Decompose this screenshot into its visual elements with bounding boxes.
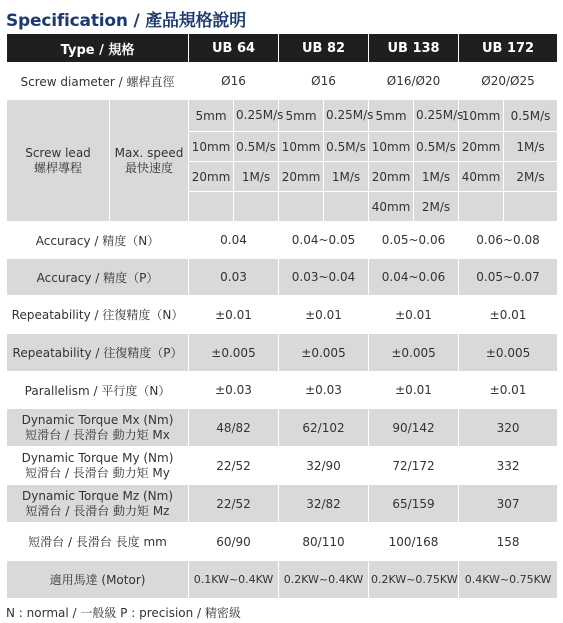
table-cell: 0.04: [189, 222, 279, 259]
table-cell: ±0.03: [279, 372, 369, 409]
speed-cell: 1M/s: [504, 132, 558, 162]
lead-cell: 20mm: [369, 162, 414, 192]
speed-cell: 0.5M/s: [234, 132, 279, 162]
lead-cell: 20mm: [279, 162, 324, 192]
table-cell: Ø20/Ø25: [459, 63, 558, 100]
lead-cell: 10mm: [459, 100, 504, 132]
screw-lead-label-en: Screw lead: [25, 145, 91, 160]
table-cell: 0.2KW~0.75KW: [369, 561, 459, 599]
speed-cell: 2M/s: [504, 162, 558, 192]
empty-cell: [459, 192, 504, 222]
table-cell: ±0.005: [189, 334, 279, 372]
table-cell: ±0.005: [279, 334, 369, 372]
spec-table: [6, 33, 558, 599]
table-cell: Ø16/Ø20: [369, 63, 459, 100]
empty-cell: [189, 192, 234, 222]
screw-lead-label-zh: 螺桿導程: [33, 160, 82, 175]
lead-cell: 40mm: [369, 192, 414, 222]
page-title: Specification / 產品規格說明: [6, 11, 246, 31]
table-row: [7, 409, 558, 447]
type-header: Type / 規格: [7, 34, 189, 63]
table-cell: 0.05~0.07: [459, 259, 558, 296]
empty-cell: [504, 192, 558, 222]
lead-cell: 5mm: [189, 100, 234, 132]
lead-cell: 5mm: [279, 100, 324, 132]
table-row: [7, 296, 558, 334]
table-cell: 0.03: [189, 259, 279, 296]
table-cell: 0.4KW~0.75KW: [459, 561, 558, 599]
row-label-en: Dynamic Torque My (Nm): [21, 450, 174, 465]
table-cell: 62/102: [279, 409, 369, 447]
table-cell: 0.04~0.06: [369, 259, 459, 296]
speed-cell: 0.25M/s: [324, 100, 369, 132]
speed-cell: 0.25M/s: [234, 100, 279, 132]
row-label: Repeatability / 往復精度（N）: [7, 296, 189, 334]
row-label-en: Dynamic Torque Mz (Nm): [22, 488, 174, 503]
table-row: [7, 259, 558, 296]
empty-cell: [324, 192, 369, 222]
table-cell: 100/168: [369, 523, 459, 561]
lead-cell: 40mm: [459, 162, 504, 192]
table-cell: 0.03~0.04: [279, 259, 369, 296]
table-row: [7, 222, 558, 259]
speed-cell: 0.5M/s: [504, 100, 558, 132]
table-row: [7, 561, 558, 599]
row-label: 短滑台 / 長滑台 長度 mm: [7, 523, 189, 561]
row-label: Repeatability / 往復精度（P）: [7, 334, 189, 372]
table-cell: 80/110: [279, 523, 369, 561]
table-cell: ±0.03: [189, 372, 279, 409]
empty-cell: [279, 192, 324, 222]
table-cell: 307: [459, 485, 558, 523]
table-cell: 0.06~0.08: [459, 222, 558, 259]
table-cell: Ø16: [189, 63, 279, 100]
max-speed-label: [110, 100, 189, 222]
table-cell: ±0.01: [459, 296, 558, 334]
lead-cell: 10mm: [279, 132, 324, 162]
table-cell: 0.04~0.05: [279, 222, 369, 259]
speed-cell: 1M/s: [414, 162, 459, 192]
max-speed-label-en: Max. speed: [114, 145, 184, 160]
row-label: [7, 447, 189, 485]
table-row: [7, 372, 558, 409]
empty-cell: [234, 192, 279, 222]
model-header: UB 64: [189, 34, 279, 63]
model-header: UB 82: [279, 34, 369, 63]
table-cell: 320: [459, 409, 558, 447]
footnote: N : normal / 一般級 P : precision / 精密級: [6, 606, 241, 620]
row-label-zh: 短滑台 / 長滑台 動力矩 Mz: [25, 503, 170, 518]
row-label: Screw diameter / 螺桿直徑: [7, 63, 189, 100]
table-cell: 22/52: [189, 485, 279, 523]
row-label: [7, 409, 189, 447]
table-cell: 48/82: [189, 409, 279, 447]
lead-cell: 20mm: [189, 162, 234, 192]
row-label-zh: 短滑台 / 長滑台 動力矩 Mx: [25, 427, 170, 442]
row-label: Accuracy / 精度（N）: [7, 222, 189, 259]
speed-cell: 0.5M/s: [414, 132, 459, 162]
speed-cell: 1M/s: [324, 162, 369, 192]
row-label-en: Dynamic Torque Mx (Nm): [21, 412, 174, 427]
table-cell: 0.05~0.06: [369, 222, 459, 259]
header-row: [7, 34, 558, 63]
table-row: [7, 485, 558, 523]
table-cell: ±0.01: [369, 372, 459, 409]
table-row: [7, 334, 558, 372]
table-cell: ±0.01: [189, 296, 279, 334]
table-cell: 22/52: [189, 447, 279, 485]
row-label: 適用馬達 (Motor): [7, 561, 189, 599]
table-cell: 90/142: [369, 409, 459, 447]
table-cell: 0.1KW~0.4KW: [189, 561, 279, 599]
row-label: Accuracy / 精度（P）: [7, 259, 189, 296]
speed-cell: 0.5M/s: [324, 132, 369, 162]
table-cell: ±0.005: [369, 334, 459, 372]
lead-cell: 10mm: [189, 132, 234, 162]
table-cell: 32/82: [279, 485, 369, 523]
table-cell: 158: [459, 523, 558, 561]
table-cell: 332: [459, 447, 558, 485]
table-cell: 0.2KW~0.4KW: [279, 561, 369, 599]
row-label: [7, 485, 189, 523]
screw-lead-label: [7, 100, 110, 222]
lead-cell: 5mm: [369, 100, 414, 132]
table-cell: 65/159: [369, 485, 459, 523]
table-cell: Ø16: [279, 63, 369, 100]
table-cell: 60/90: [189, 523, 279, 561]
table-cell: 72/172: [369, 447, 459, 485]
table-row: [7, 447, 558, 485]
screw-diameter-row: [7, 63, 558, 100]
table-cell: ±0.005: [459, 334, 558, 372]
speed-cell: 2M/s: [414, 192, 459, 222]
table-cell: 32/90: [279, 447, 369, 485]
max-speed-label-zh: 最快速度: [125, 160, 174, 175]
table-cell: ±0.01: [369, 296, 459, 334]
row-label-zh: 短滑台 / 長滑台 動力矩 My: [25, 465, 170, 480]
table-cell: ±0.01: [279, 296, 369, 334]
screw-lead-row: [7, 100, 558, 132]
row-label: Parallelism / 平行度（N）: [7, 372, 189, 409]
table-cell: ±0.01: [459, 372, 558, 409]
speed-cell: 0.25M/s: [414, 100, 459, 132]
lead-cell: 20mm: [459, 132, 504, 162]
speed-cell: 1M/s: [234, 162, 279, 192]
table-row: [7, 523, 558, 561]
model-header: UB 138: [369, 34, 459, 63]
lead-cell: 10mm: [369, 132, 414, 162]
model-header: UB 172: [459, 34, 558, 63]
